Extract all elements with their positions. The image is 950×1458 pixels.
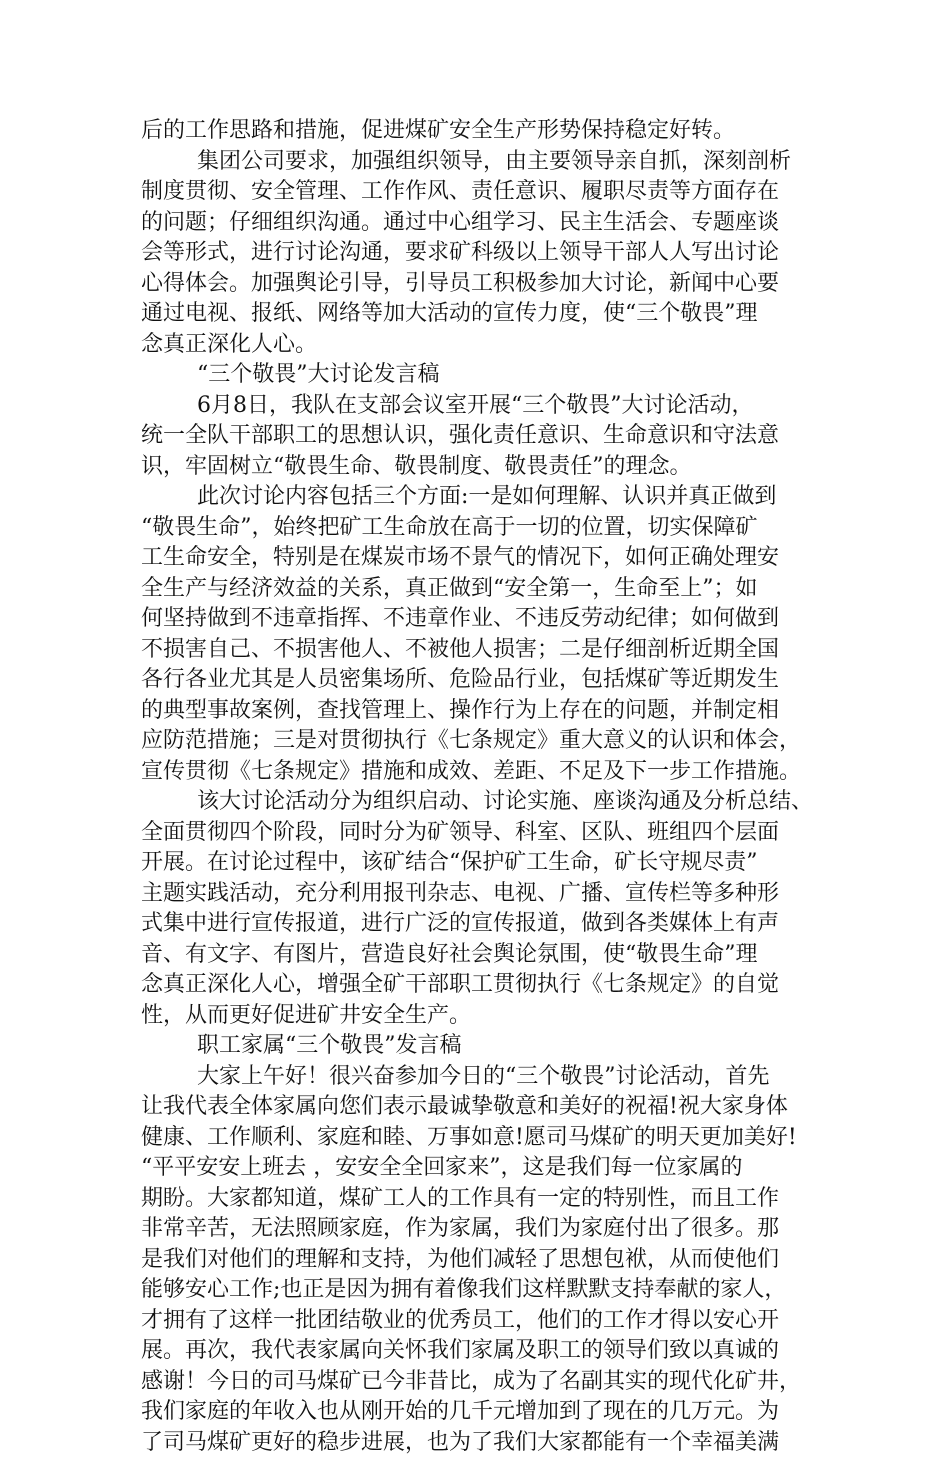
text-line: 式集中进行宣传报道，进行广泛的宣传报道，做到各类媒体上有声 [141,909,813,940]
text-line: “平平安安上班去 ，安安全全回家来”，这是我们每一位家属的 [141,1153,813,1184]
text-line: 统一全队干部职工的思想认识，强化责任意识、生命意识和守法意 [141,421,813,452]
text-line: 宣传贯彻《七条规定》措施和成效、差距、不足及下一步工作措施。 [141,757,813,788]
text-line: 主题实践活动，充分利用报刊杂志、电视、广播、宣传栏等多种形 [141,879,813,910]
text-line: 了司马煤矿更好的稳步进展，也为了我们大家都能有一个幸福美满 [141,1428,813,1458]
text-line: 集团公司要求，加强组织领导，由主要领导亲自抓，深刻剖析 [141,147,813,178]
text-line: 念真正深化人心，增强全矿干部职工贯彻执行《七条规定》的自觉 [141,970,813,1001]
text-line: 健康、工作顺利、家庭和睦、万事如意!愿司马煤矿的明天更加美好! [141,1123,813,1154]
text-line: 后的工作思路和措施，促进煤矿安全生产形势保持稳定好转。 [141,116,813,147]
text-line: 音、有文字、有图片，营造良好社会舆论氛围，使“敬畏生命”理 [141,940,813,971]
text-line: 期盼。大家都知道，煤矿工人的工作具有一定的特别性，而且工作 [141,1184,813,1215]
text-line: 心得体会。加强舆论引导，引导员工积极参加大讨论，新闻中心要 [141,269,813,300]
document-body [141,116,813,1458]
text-line: 全面贯彻四个阶段，同时分为矿领导、科室、区队、班组四个层面 [141,818,813,849]
text-line: 应防范措施；三是对贯彻执行《七条规定》重大意义的认识和体会， [141,726,813,757]
text-line: 的问题；仔细组织沟通。通过中心组学习、民主生活会、专题座谈 [141,208,813,239]
text-line: 的典型事故案例，查找管理上、操作行为上存在的问题，并制定相 [141,696,813,727]
text-line: 我们家庭的年收入也从刚开始的几千元增加到了现在的几万元。为 [141,1397,813,1428]
text-line: 该大讨论活动分为组织启动、讨论实施、座谈沟通及分析总结、 [141,787,813,818]
text-line: 职工家属“三个敬畏”发言稿 [141,1031,813,1062]
text-line: 识，牢固树立“敬畏生命、敬畏制度、敬畏责任”的理念。 [141,452,813,483]
text-line: 开展。在讨论过程中，该矿结合“保护矿工生命，矿长守规尽责” [141,848,813,879]
text-line: 是我们对他们的理解和支持，为他们减轻了思想包袱，从而使他们 [141,1245,813,1276]
text-line: 念真正深化人心。 [141,330,813,361]
text-line: 全生产与经济效益的关系，真正做到“安全第一，生命至上”；如 [141,574,813,605]
text-line: 何坚持做到不违章指挥、不违章作业、不违反劳动纪律；如何做到 [141,604,813,635]
text-line: 感谢！今日的司马煤矿已今非昔比，成为了名副其实的现代化矿井， [141,1367,813,1398]
text-line: 制度贯彻、安全管理、工作作风、责任意识、履职尽责等方面存在 [141,177,813,208]
text-line: “敬畏生命”，始终把矿工生命放在高于一切的位置，切实保障矿 [141,513,813,544]
text-line: 才拥有了这样一批团结敬业的优秀员工，他们的工作才得以安心开 [141,1306,813,1337]
text-line: 性，从而更好促进矿井安全生产。 [141,1001,813,1032]
text-line: 让我代表全体家属向您们表示最诚挚敬意和美好的祝福!祝大家身体 [141,1092,813,1123]
text-line: 通过电视、报纸、网络等加大活动的宣传力度，使“三个敬畏”理 [141,299,813,330]
text-line: 各行各业尤其是人员密集场所、危险品行业，包括煤矿等近期发生 [141,665,813,696]
text-line: 展。再次，我代表家属向关怀我们家属及职工的领导们致以真诚的 [141,1336,813,1367]
text-line: 工生命安全，特别是在煤炭市场不景气的情况下，如何正确处理安 [141,543,813,574]
text-line: 此次讨论内容包括三个方面:一是如何理解、认识并真正做到 [141,482,813,513]
text-line: 会等形式，进行讨论沟通，要求矿科级以上领导干部人人写出讨论 [141,238,813,269]
text-line: 非常辛苦，无法照顾家庭，作为家属，我们为家庭付出了很多。那 [141,1214,813,1245]
text-line: 能够安心工作;也正是因为拥有着像我们这样默默支持奉献的家人， [141,1275,813,1306]
text-line: 大家上午好！很兴奋参加今日的“三个敬畏”讨论活动，首先 [141,1062,813,1093]
text-line: 不损害自己、不损害他人、不被他人损害；二是仔细剖析近期全国 [141,635,813,666]
text-line: “三个敬畏”大讨论发言稿 [141,360,813,391]
text-line: 6月8日，我队在支部会议室开展“三个敬畏”大讨论活动， [141,391,813,422]
